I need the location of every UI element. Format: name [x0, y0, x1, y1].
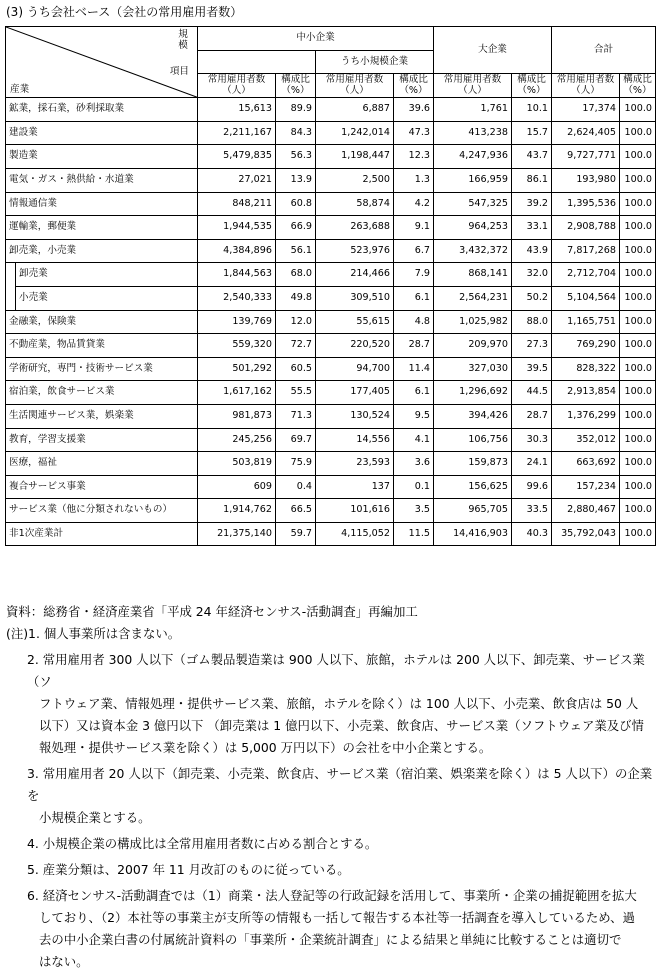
ratio-cell: 40.3	[512, 522, 552, 546]
ratio-cell: 24.1	[512, 452, 552, 476]
ratio-cell: 100.0	[620, 121, 656, 145]
employees-cell: 559,320	[198, 334, 276, 358]
note-3: 小規模企業とする。	[39, 810, 151, 825]
table-row	[6, 310, 656, 334]
employees-cell: 523,976	[316, 239, 394, 263]
note-2: 2. 常用雇用者 300 人以下（ゴム製品製造業は 900 人以下、旅館，ホテルは 200 人以下、卸売業、サービス業（ソ	[27, 652, 645, 689]
employees-cell: 6,887	[316, 98, 394, 122]
industry-name: 医療，福祉	[6, 452, 198, 476]
employees-cell: 964,253	[434, 216, 512, 240]
header-total: 合計	[552, 27, 656, 74]
employees-cell: 769,290	[552, 334, 620, 358]
note-4: 4. 小規模企業の構成比は全常用雇用者数に占める割合とする。	[27, 836, 378, 851]
note-1: (注)1. 個人事業所は含まない。	[6, 626, 181, 641]
industry-name: 情報通信業	[6, 192, 198, 216]
ratio-cell: 39.6	[394, 98, 434, 122]
ratio-cell: 69.7	[276, 428, 316, 452]
employees-cell: 1,376,299	[552, 404, 620, 428]
employees-cell: 137	[316, 475, 394, 499]
employees-cell: 1,761	[434, 98, 512, 122]
employees-cell: 547,325	[434, 192, 512, 216]
employees-cell: 2,540,333	[198, 286, 276, 310]
employees-cell: 1,395,536	[552, 192, 620, 216]
employees-cell: 1,844,563	[198, 263, 276, 287]
ratio-cell: 100.0	[620, 310, 656, 334]
industry-name: 運輸業，郵便業	[6, 216, 198, 240]
table-row	[6, 263, 656, 287]
industry-name: 製造業	[6, 145, 198, 169]
industry-name: 不動産業，物品賃貸業	[6, 334, 198, 358]
ratio-cell: 100.0	[620, 499, 656, 523]
header-ratio: 構成比 （%）	[276, 74, 316, 98]
employees-cell: 503,819	[198, 452, 276, 476]
ratio-cell: 30.3	[512, 428, 552, 452]
employees-cell: 394,426	[434, 404, 512, 428]
industry-name: 金融業，保険業	[6, 310, 198, 334]
industry-name: 非1次産業計	[6, 522, 198, 546]
header-sme: 中小企業	[198, 27, 434, 51]
ratio-cell: 3.5	[394, 499, 434, 523]
ratio-cell: 100.0	[620, 145, 656, 169]
industry-label: 産業	[10, 83, 30, 95]
employees-cell: 1,165,751	[552, 310, 620, 334]
ratio-cell: 100.0	[620, 168, 656, 192]
ratio-cell: 39.2	[512, 192, 552, 216]
ratio-cell: 4.1	[394, 428, 434, 452]
note-6: 去の中小企業白書の付属統計資料の「事業所・企業統計調査」による結果と単純に比較することは適切で	[39, 932, 622, 947]
ratio-cell: 32.0	[512, 263, 552, 287]
ratio-cell: 39.5	[512, 357, 552, 381]
ratio-cell: 84.3	[276, 121, 316, 145]
header-large: 大企業	[434, 27, 552, 74]
employees-cell: 2,913,854	[552, 381, 620, 405]
employees-cell: 157,234	[552, 475, 620, 499]
employees-cell: 4,115,052	[316, 522, 394, 546]
note-3: 3. 常用雇用者 20 人以下（卸売業、小売業、飲食店、サービス業（宿泊業、娯楽業を除く）は 5 人以下）の企業を	[27, 766, 653, 803]
note-5: 5. 産業分類は、2007 年 11 月改訂のものに従っている。	[27, 862, 350, 877]
industry-name: 電気・ガス・熱供給・水道業	[6, 168, 198, 192]
employees-cell: 101,616	[316, 499, 394, 523]
employees-cell: 23,593	[316, 452, 394, 476]
header-employees: 常用雇用者数 （人）	[198, 74, 276, 98]
ratio-cell: 11.4	[394, 357, 434, 381]
industry-name: 宿泊業，飲食サービス業	[6, 381, 198, 405]
ratio-cell: 12.3	[394, 145, 434, 169]
employees-cell: 2,712,704	[552, 263, 620, 287]
header-small: うち小規模企業	[316, 50, 434, 74]
table-row	[6, 381, 656, 405]
ratio-cell: 100.0	[620, 452, 656, 476]
employees-cell: 35,792,043	[552, 522, 620, 546]
table-row	[6, 121, 656, 145]
corner-diagonal	[6, 27, 197, 97]
ratio-cell: 9.5	[394, 404, 434, 428]
industry-name: 生活関連サービス業，娯楽業	[6, 404, 198, 428]
employees-cell: 2,500	[316, 168, 394, 192]
table-row	[6, 98, 656, 122]
employees-cell: 5,104,564	[552, 286, 620, 310]
employees-cell: 868,141	[434, 263, 512, 287]
table-row	[6, 522, 656, 546]
ratio-cell: 60.5	[276, 357, 316, 381]
ratio-cell: 4.2	[394, 192, 434, 216]
ratio-cell: 50.2	[512, 286, 552, 310]
ratio-cell: 100.0	[620, 192, 656, 216]
header-ratio: 構成比 （%）	[512, 74, 552, 98]
employees-cell: 7,817,268	[552, 239, 620, 263]
employees-cell: 166,959	[434, 168, 512, 192]
employees-cell: 1,914,762	[198, 499, 276, 523]
employees-cell: 848,211	[198, 192, 276, 216]
header-employees: 常用雇用者数 （人）	[552, 74, 620, 98]
ratio-cell: 1.3	[394, 168, 434, 192]
item-label: 項目	[169, 66, 189, 77]
employees-cell: 2,908,788	[552, 216, 620, 240]
employees-cell: 245,256	[198, 428, 276, 452]
ratio-cell: 66.5	[276, 499, 316, 523]
employees-cell: 139,769	[198, 310, 276, 334]
employees-cell: 5,479,835	[198, 145, 276, 169]
employees-cell: 828,322	[552, 357, 620, 381]
ratio-cell: 99.6	[512, 475, 552, 499]
industry-name: 教育，学習支援業	[6, 428, 198, 452]
ratio-cell: 56.1	[276, 239, 316, 263]
ratio-cell: 6.7	[394, 239, 434, 263]
table-row	[6, 286, 656, 310]
employees-cell: 263,688	[316, 216, 394, 240]
ratio-cell: 0.1	[394, 475, 434, 499]
table-row	[6, 452, 656, 476]
employees-cell: 214,466	[316, 263, 394, 287]
employees-cell: 413,238	[434, 121, 512, 145]
table-row	[6, 428, 656, 452]
table-row	[6, 334, 656, 358]
employees-cell: 17,374	[552, 98, 620, 122]
industry-name: 卸売業	[16, 263, 198, 287]
header-ratio: 構成比 （%）	[620, 74, 656, 98]
employees-cell: 1,944,535	[198, 216, 276, 240]
ratio-cell: 13.9	[276, 168, 316, 192]
employees-cell: 609	[198, 475, 276, 499]
employees-cell: 156,625	[434, 475, 512, 499]
employees-cell: 1,025,982	[434, 310, 512, 334]
ratio-cell: 56.3	[276, 145, 316, 169]
note-2: 以下）又は資本金 3 億円以下 （卸売業は 1 億円以下、小売業、飲食店、サービス業（ソフトウェア業及び情	[39, 718, 644, 733]
ratio-cell: 100.0	[620, 98, 656, 122]
table-row	[6, 145, 656, 169]
table-title: (3) うち会社ベース（会社の常用雇用者数）	[6, 5, 243, 19]
ratio-cell: 3.6	[394, 452, 434, 476]
ratio-cell: 100.0	[620, 475, 656, 499]
employees-cell: 130,524	[316, 404, 394, 428]
ratio-cell: 33.5	[512, 499, 552, 523]
ratio-cell: 100.0	[620, 334, 656, 358]
employees-cell: 965,705	[434, 499, 512, 523]
source-note: 資料：総務省・経済産業省「平成 24 年経済センサス‐活動調査」再編加工	[6, 604, 418, 619]
ratio-cell: 7.9	[394, 263, 434, 287]
employees-cell: 193,980	[552, 168, 620, 192]
employees-cell: 352,012	[552, 428, 620, 452]
table-row	[6, 404, 656, 428]
employees-cell: 2,211,167	[198, 121, 276, 145]
ratio-cell: 27.3	[512, 334, 552, 358]
employees-cell: 220,520	[316, 334, 394, 358]
ratio-cell: 100.0	[620, 522, 656, 546]
ratio-cell: 44.5	[512, 381, 552, 405]
ratio-cell: 89.9	[276, 98, 316, 122]
employees-cell: 2,564,231	[434, 286, 512, 310]
industry-name: 複合サービス事業	[6, 475, 198, 499]
ratio-cell: 72.7	[276, 334, 316, 358]
employees-cell: 663,692	[552, 452, 620, 476]
header-corner	[6, 27, 198, 98]
ratio-cell: 10.1	[512, 98, 552, 122]
industry-name: 鉱業，採石業，砂利採取業	[6, 98, 198, 122]
employees-cell: 981,873	[198, 404, 276, 428]
employees-cell: 209,970	[434, 334, 512, 358]
industry-name: 建設業	[6, 121, 198, 145]
header-ratio: 構成比 （%）	[394, 74, 434, 98]
ratio-cell: 33.1	[512, 216, 552, 240]
ratio-cell: 28.7	[512, 404, 552, 428]
employees-cell: 1,296,692	[434, 381, 512, 405]
indent-cell	[6, 263, 16, 287]
header-employees: 常用雇用者数 （人）	[316, 74, 394, 98]
industry-name: 卸売業，小売業	[6, 239, 198, 263]
industry-name: 学術研究，専門・技術サービス業	[6, 357, 198, 381]
employees-cell: 2,624,405	[552, 121, 620, 145]
employees-table	[5, 26, 656, 546]
ratio-cell: 6.1	[394, 381, 434, 405]
employees-cell: 21,375,140	[198, 522, 276, 546]
ratio-cell: 100.0	[620, 428, 656, 452]
employees-cell: 1,242,014	[316, 121, 394, 145]
employees-cell: 106,756	[434, 428, 512, 452]
ratio-cell: 55.5	[276, 381, 316, 405]
employees-cell: 1,617,162	[198, 381, 276, 405]
ratio-cell: 100.0	[620, 357, 656, 381]
ratio-cell: 49.8	[276, 286, 316, 310]
employees-cell: 1,198,447	[316, 145, 394, 169]
employees-cell: 2,880,467	[552, 499, 620, 523]
ratio-cell: 100.0	[620, 404, 656, 428]
table-row	[6, 216, 656, 240]
table-row	[6, 475, 656, 499]
note-6: しており、（2）本社等の事業主が支所等の情報も一括して報告する本社等一括調査を導入しているため、過	[39, 910, 635, 925]
ratio-cell: 12.0	[276, 310, 316, 334]
employees-cell: 14,416,903	[434, 522, 512, 546]
ratio-cell: 75.9	[276, 452, 316, 476]
employees-cell: 58,874	[316, 192, 394, 216]
ratio-cell: 6.1	[394, 286, 434, 310]
industry-name: サービス業（他に分類されないもの）	[6, 499, 198, 523]
note-2: 報処理・提供サービス業を除く）は 5,000 万円以下）の会社を中小企業とする。	[39, 740, 492, 755]
employees-cell: 309,510	[316, 286, 394, 310]
indent-cell	[6, 286, 16, 310]
employees-cell: 501,292	[198, 357, 276, 381]
ratio-cell: 100.0	[620, 286, 656, 310]
ratio-cell: 43.9	[512, 239, 552, 263]
note-2: フトウェア業、情報処理・提供サービス業、旅館，ホテルを除く）は 100 人以下、小売業、飲食店は 50 人	[39, 696, 639, 711]
ratio-cell: 59.7	[276, 522, 316, 546]
notes	[6, 601, 656, 973]
employees-cell: 327,030	[434, 357, 512, 381]
scale-label: 規模	[178, 29, 188, 51]
ratio-cell: 4.8	[394, 310, 434, 334]
ratio-cell: 88.0	[512, 310, 552, 334]
ratio-cell: 100.0	[620, 239, 656, 263]
ratio-cell: 15.7	[512, 121, 552, 145]
employees-cell: 4,247,936	[434, 145, 512, 169]
employees-cell: 177,405	[316, 381, 394, 405]
ratio-cell: 100.0	[620, 263, 656, 287]
ratio-cell: 0.4	[276, 475, 316, 499]
ratio-cell: 68.0	[276, 263, 316, 287]
table-row	[6, 168, 656, 192]
ratio-cell: 43.7	[512, 145, 552, 169]
ratio-cell: 9.1	[394, 216, 434, 240]
header-employees: 常用雇用者数 （人）	[434, 74, 512, 98]
note-6: 6. 経済センサス‐活動調査では（1）商業・法人登記等の行政記録を活用して、事業所・企業の捕捉範囲を拡大	[27, 888, 637, 903]
ratio-cell: 11.5	[394, 522, 434, 546]
employees-cell: 4,384,896	[198, 239, 276, 263]
employees-cell: 14,556	[316, 428, 394, 452]
ratio-cell: 71.3	[276, 404, 316, 428]
table-row	[6, 239, 656, 263]
ratio-cell: 60.8	[276, 192, 316, 216]
ratio-cell: 86.1	[512, 168, 552, 192]
table-row	[6, 499, 656, 523]
employees-cell: 55,615	[316, 310, 394, 334]
ratio-cell: 100.0	[620, 381, 656, 405]
table-row	[6, 357, 656, 381]
ratio-cell: 28.7	[394, 334, 434, 358]
table-row	[6, 192, 656, 216]
ratio-cell: 100.0	[620, 216, 656, 240]
employees-cell: 27,021	[198, 168, 276, 192]
header-sme-blank	[198, 50, 316, 74]
note-6: はない。	[39, 954, 89, 969]
employees-cell: 159,873	[434, 452, 512, 476]
ratio-cell: 47.3	[394, 121, 434, 145]
industry-name: 小売業	[16, 286, 198, 310]
employees-cell: 15,613	[198, 98, 276, 122]
employees-cell: 9,727,771	[552, 145, 620, 169]
ratio-cell: 66.9	[276, 216, 316, 240]
employees-cell: 3,432,372	[434, 239, 512, 263]
employees-cell: 94,700	[316, 357, 394, 381]
